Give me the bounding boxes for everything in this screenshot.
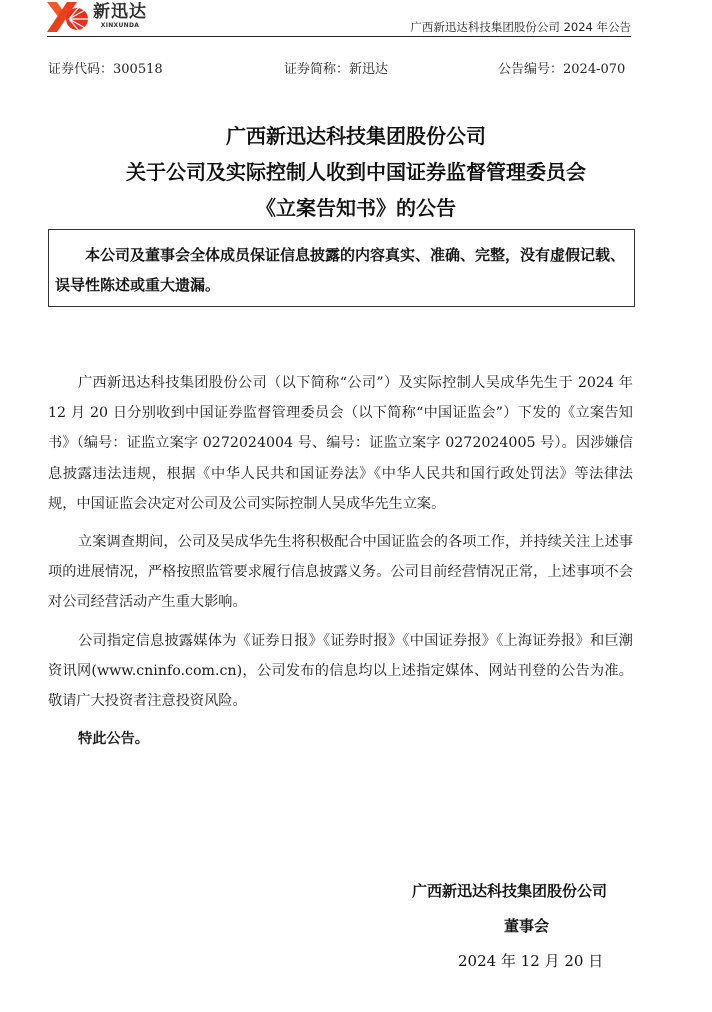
disclosure-statement-text: 本公司及董事会全体成员保证信息披露的内容真实、准确、完整，没有虚假记载、误导性陈述或重大遗漏。 [55, 246, 626, 294]
logo-name-en: XINXUNDA [100, 22, 140, 29]
stock-code: 证券代码：300518 [48, 62, 163, 77]
disclosure-statement-box [48, 229, 635, 307]
paragraph-investigation-period: 立案调查期间，公司及吴成华先生将积极配合中国证监会的各项工作，并持续关注上述事项的进展情况，严格按照监管要求履行信息披露义务。公司目前经营情况正常，上述事项不会对公司经营活动产生重大影响。 [48, 534, 633, 611]
title-line-subject: 关于公司及实际控制人收到中国证券监督管理委员会 [126, 160, 586, 184]
title-line-company: 广西新迅达科技集团股份公司 [226, 124, 486, 148]
page-header [47, 0, 631, 37]
logo-name-cn: 新迅达 [93, 2, 147, 22]
company-logo [47, 2, 147, 32]
signature-company: 广西新迅达科技集团股份公司 [412, 882, 608, 900]
announcement-body [48, 368, 633, 754]
signature-date: 2024 年 12 月 20 日 [458, 952, 604, 970]
title-line-document: 《立案告知书》的公告 [256, 196, 456, 220]
closing-statement: 特此公告。 [78, 731, 149, 748]
stock-info-row [48, 58, 632, 76]
logo-wordmark [93, 2, 147, 30]
document-title [0, 118, 712, 226]
paragraph-case-filing: 广西新迅达科技集团股份公司（以下简称“公司”）及实际控制人吴成华先生于 2024 年 12 月 20 日分别收到中国证券监督管理委员会（以下简称“中国证监会”）下发的《立案告知书》（编号：证监立案字 0272024004 号、编号：证监立案字 0272024005 号）。因涉嫌信息披露违法违规，根据《中华人民共和国证券法》《中华人民共和国行政处罚法》等法律法规，中国证监会决定对公司及公司实际控制人吴成华先生立案。 [48, 375, 633, 512]
paragraph-disclosure-media: 公司指定信息披露媒体为《证券日报》《证券时报》《中国证券报》《上海证券报》和巨潮资讯网(www.cninfo.com.cn)，公司发布的信息均以上述指定媒体、网站刊登的公告为准。敬请广大投资者注意投资风险。 [48, 632, 633, 710]
signature-board: 董事会 [504, 917, 550, 935]
stock-abbreviation: 证券简称：新迅达 [284, 62, 389, 77]
running-title: 广西新迅达科技集团股份公司 2024 年公告 [410, 20, 631, 34]
announcement-number: 公告编号：2024-070 [498, 62, 626, 77]
xinxunda-logo-icon [47, 2, 89, 32]
